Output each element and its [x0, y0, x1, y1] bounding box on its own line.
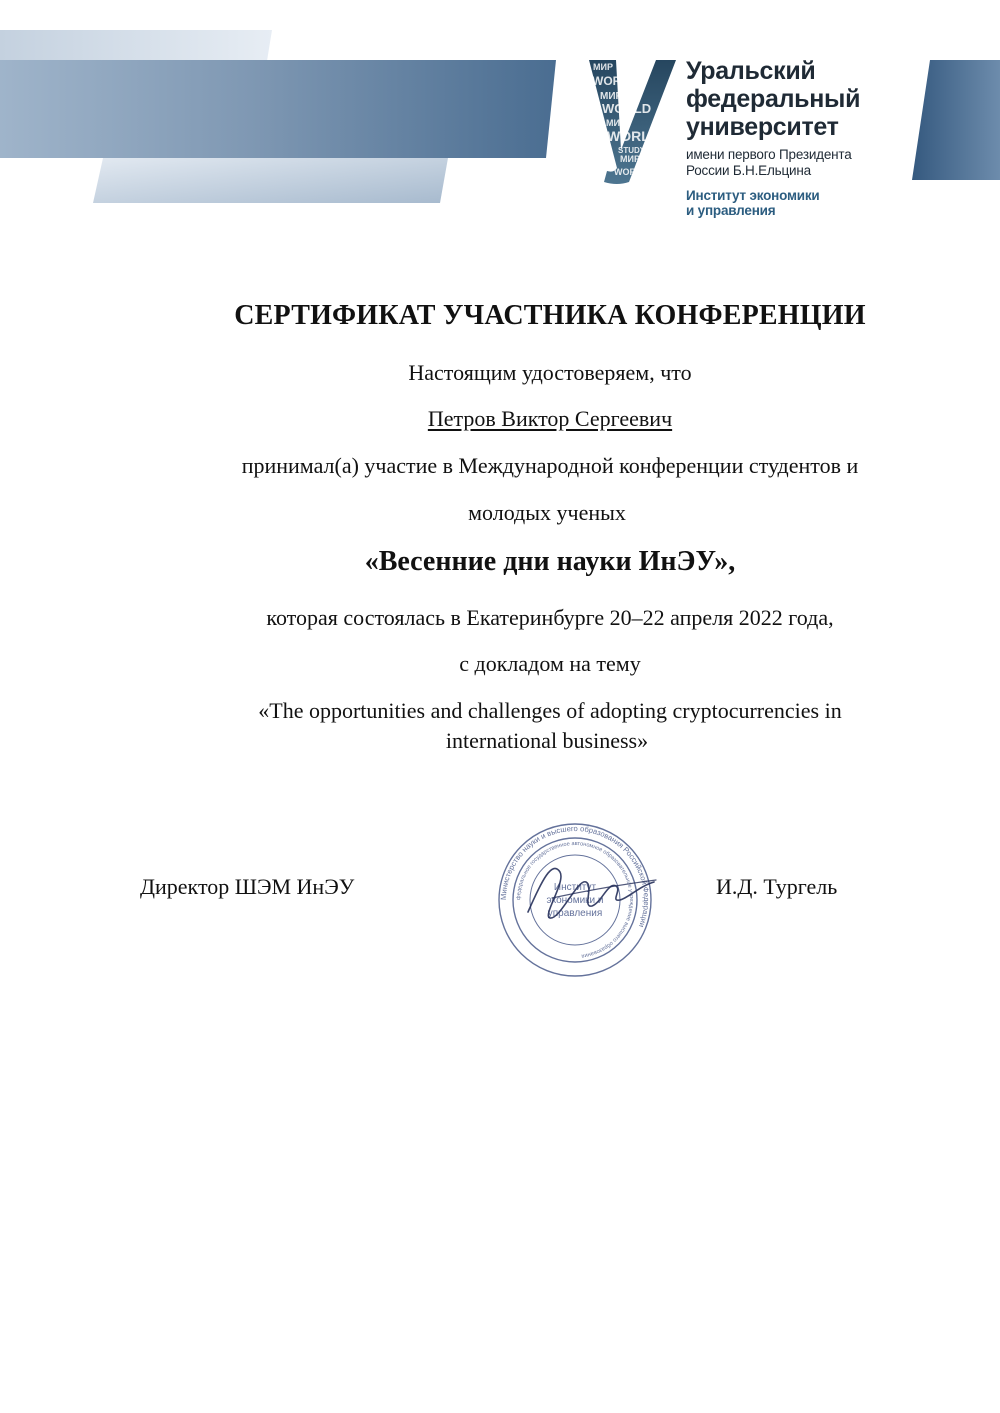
university-logo-text — [686, 57, 860, 218]
university-name-line3: университет — [686, 113, 839, 141]
participant-name-row — [100, 406, 1000, 432]
logo-word-9: WORLD — [614, 167, 648, 177]
signatory-position: Директор ШЭМ ИнЭУ — [140, 874, 355, 899]
banner-stripe-main — [0, 60, 556, 158]
official-stamp — [490, 820, 660, 980]
report-title-line1: «The opportunities and challenges of adopting cryptocurrencies in — [258, 698, 842, 723]
university-subtitle-line2: России Б.Н.Ельцина — [686, 163, 811, 178]
university-subtitle-line1: имени первого Президента — [686, 147, 852, 162]
conference-name: «Весенние дни науки ИнЭУ», — [364, 546, 736, 577]
stamp-center-line2: экономики и — [546, 895, 604, 906]
certificate-intro: Настоящим удостоверяем, что — [408, 360, 692, 385]
logo-word-4: WORLD — [602, 101, 652, 116]
institute-name-line1: Институт экономики — [686, 188, 820, 203]
stamp-middle-text: федеральное государственное автономное образовательное учреждение высшего образования — [515, 840, 635, 959]
participant-name: Петров Виктор Сергеевич — [427, 406, 673, 431]
report-title-line2: international business» — [445, 728, 649, 753]
logo-word-3: МИР — [600, 91, 623, 102]
urfu-logo-mark — [589, 60, 676, 184]
institute-name-line2: и управления — [686, 203, 776, 218]
stamp-center-line3: управления — [547, 908, 603, 919]
event-details: которая состоялась в Екатеринбурге 20–22 апреля 2022 года, — [266, 605, 834, 630]
certificate-title: СЕРТИФИКАТ УЧАСТНИКА КОНФЕРЕНЦИИ — [234, 300, 866, 331]
logo-word-5: МИР — [606, 118, 626, 128]
logo-word-8: МИР — [620, 154, 640, 164]
logo-word-2: WORLD — [592, 74, 638, 88]
participation-line2: молодых ученых — [468, 500, 626, 525]
report-intro: с докладом на тему — [459, 651, 641, 676]
logo-word-7: STUDY — [618, 146, 646, 155]
banner-stripe-right — [912, 60, 1000, 180]
logo-word-6: WORLD — [607, 128, 660, 144]
participation-line1: принимал(а) участие в Международной конференции студентов и — [241, 453, 859, 478]
university-name-line2: федеральный — [686, 85, 861, 113]
signatory-name: И.Д. Тургель — [716, 874, 838, 899]
logo-word-1: МИР — [593, 62, 613, 72]
stamp-center-line1: Институт — [553, 882, 597, 893]
university-name-line1: Уральский — [686, 57, 816, 85]
stamp-outer-text: Министерство науки и высшего образования Российской Федерации — [498, 823, 652, 929]
banner-stripe-bottom — [93, 158, 448, 203]
